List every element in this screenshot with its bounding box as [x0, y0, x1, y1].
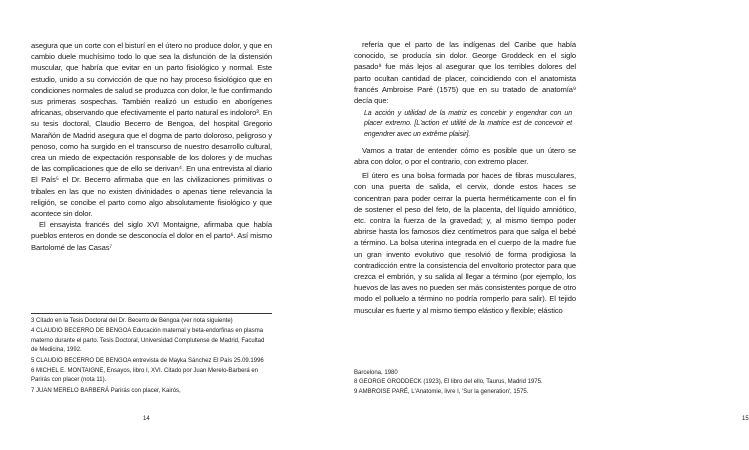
page-number: 15: [742, 416, 749, 422]
footnote: 9 AMBROISE PARÉ, L'Anatomie, livre I, 'Sur la generation', 1575.: [354, 388, 529, 395]
footnote: 6 MICHEL E. MONTAIGNE, Ensayos, libro I, XVI. Citado por Juan Merelo-Barberá en Parirás con placer (nota 11).: [31, 368, 259, 384]
body-paragraph: El ensayista francés del siglo XVI Montaigne, afirmaba que había pueblos enteros en donde se desconocía el dolor en el parto⁶. Así mismo Bartolomé de las Casas⁷: [31, 220, 272, 252]
left-page: [0, 0, 300, 450]
body-paragraph: refería que el parto de las indígenas del Caribe que había conocido, se producía sin dolor. George Groddeck en el siglo pasado⁸ fue más lejos al asegurar que los terribles dolores del parto ocultan cantidad de placer, coincidiendo con el anatomista francés Ambroise Paré (1575) que en su tratado de anatomía⁹ decía que:: [354, 40, 576, 106]
footnote: 5 CLAUDIO BECERRO DE BENGOA entrevista de Mayka Sánchez El País 25.09.1996: [31, 357, 264, 364]
block-quote: La acción y utilidad de la matriz es concebir y engendrar con un placer extremo. [L'action et utilité de la matrice est de concevoir et engendrer avec un extrême plaisir].: [364, 110, 572, 138]
footnote: Barcelona, 1980: [354, 370, 398, 376]
left-page-body: [31, 40, 272, 253]
body-paragraph: asegura que un corte con el bisturí en el útero no produce dolor, y que en cambio duele muchísimo todo lo que sea la disfunción de la distensión muscular, que habría que evitar en un parto fisiológico y normal. Este estudio, unido a su convicción de que no hay proceso fisiológico que en condiciones normales de salud se produzca con dolor, le fue confirmando sus primeras sospechas. También realizó un estudio en aborígenes africanas, observando que efectivamente el parto natural es indoloro³. En su tesis doctoral, Claudio Becerro de Bengoa, del hospital Gregorio Marañón de Madrid asegura que el dogma de parto doloroso, peligroso y penoso, como ha surgido en el transcurso de nuestro desarrollo cultural, crea un miedo de expectación responsable de los dolores y de muchas de las complicaciones que de ello se derivan⁴. En una entrevista al diario El País⁵ el Dr. Becerro afirmaba que en las civilizaciones primitivas o tribales en las que no existen divinidades o apenas tiene relevancia la religión, se concibe el parto como algo absolutamente fisiológico y que acontece sin dolor.: [31, 41, 272, 219]
right-page-body: [354, 39, 576, 316]
footnote-divider: [31, 313, 272, 314]
page-number: 14: [143, 416, 150, 422]
right-page-footnotes: [354, 369, 576, 397]
right-page: [300, 0, 749, 450]
body-paragraph: El útero es una bolsa formada por haces de fibras musculares, con una puerta de salida, el cervix, donde estos haces se concentran para poder cerrar la puerta herméticamente con el fin de sostener el peso del feto, de la placenta, del líquido amniótico, etc. contra la fuerza de la gravedad; y, al mismo tiempo poder abrirse hasta los famosos diez centímetros para que salga el bebé a término. La bolsa uterina integrada en el cuerpo de la madre fue un gran invento evolutivo que resolvió de forma prodigiosa la contradicción entre la consistencia del envoltorio protector para que crezca el embrión, y su salida al llegar a término (por ejemplo, los huevos de las aves no pueden ser más consistentes porque de otro modo el polluelo a término no podría romperlo para salir). El tejido muscular es fuerte y al mismo tiempo elástico y flexible; elástico: [354, 171, 576, 315]
left-page-footnotes: [31, 313, 272, 397]
footnote: 3 Citado en la Tesis Doctoral del Dr. Becerro de Bengoa (ver nota siguiente): [31, 318, 233, 324]
footnote: 7 JUAN MERELO BARBERÁ Parirás con placer, Kairós,: [31, 387, 181, 394]
footnote: 4 CLAUDIO BECERRO DE BENGOA Educación maternal y beta-endorfinas en plasma materno durante el parto. Tesis Doctoral, Universidad Complutense de Madrid, Facultad de Medicina, 1992.: [31, 328, 265, 354]
body-paragraph: Vamos a tratar de entender cómo es posible que un útero se abra con dolor, o por el contrario, con extremo placer.: [354, 145, 576, 167]
footnote: 8 GEORGE GRODDECK (1923), El libro del ello, Taurus, Madrid 1975.: [354, 379, 543, 386]
